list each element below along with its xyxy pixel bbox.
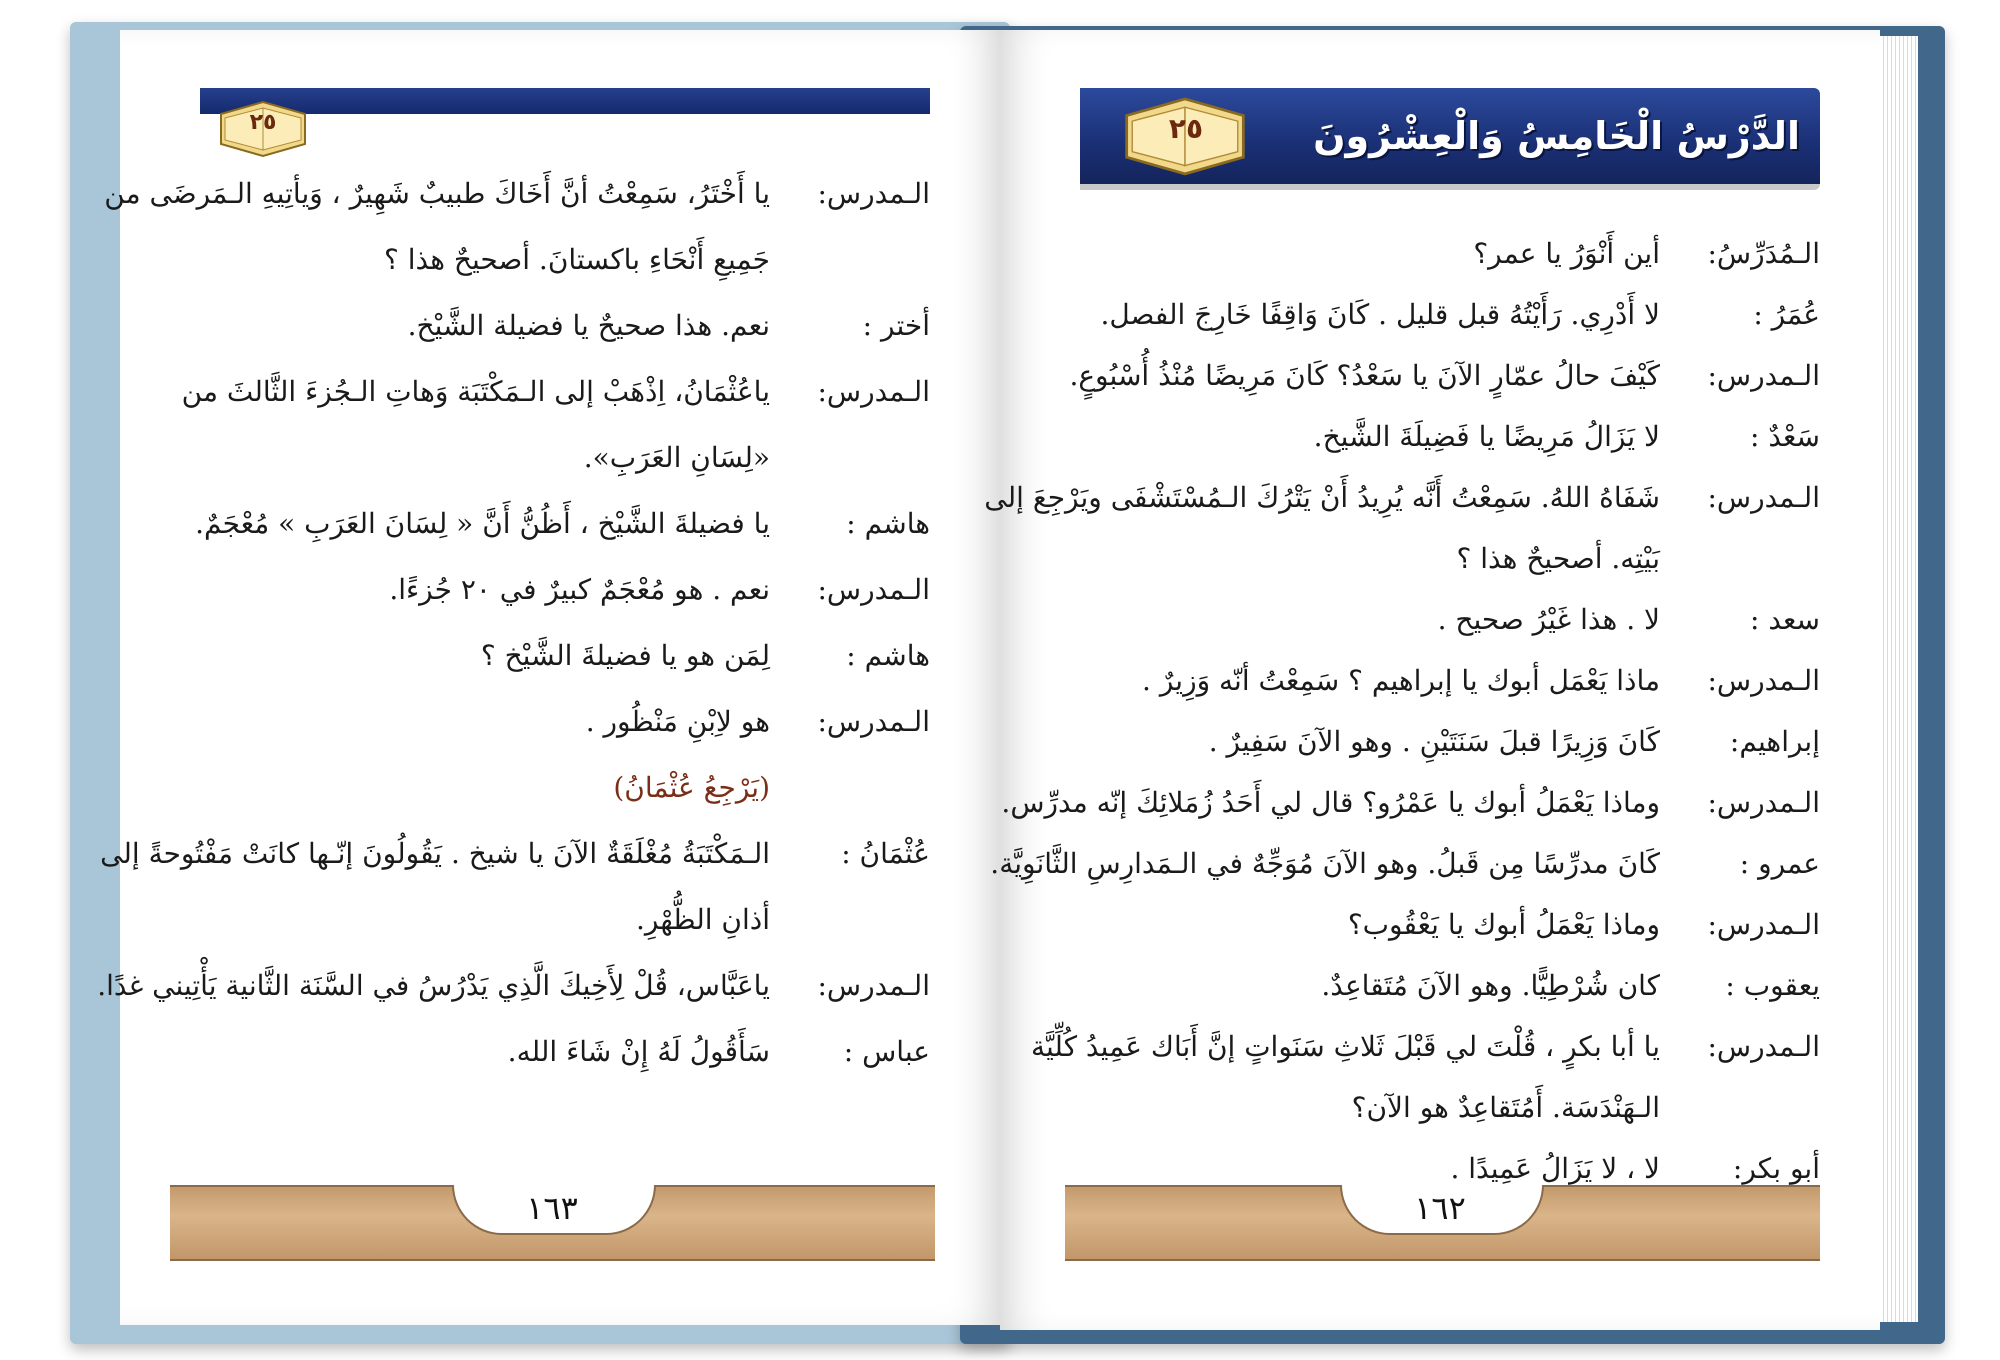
lesson-title: الدَّرْسُ الْخَامِسُ وَالْعِشْرُونَ — [1313, 114, 1800, 158]
dialogue-text: أين أَنْوَرُ يا عمر؟ — [1473, 237, 1660, 270]
dialogue-line — [1348, 901, 1820, 949]
dialogue-line — [1314, 413, 1820, 461]
dialogue-line — [1001, 779, 1820, 827]
dialogue-text: يا فضيلةَ الشَّيْخ ، أَظُنُّ أَنَّ « لِسَانَ العَرَبِ » مُعْجَمٌ. — [195, 507, 770, 540]
dialogue-text: نعم . هو مُعْجَمٌ كبيرٌ في ٢٠ جُزءًا. — [389, 573, 770, 606]
dialogue-line — [481, 632, 930, 680]
speaker-label: الـمدرس: — [1707, 481, 1820, 514]
dialogue-text: لِمَن هو يا فضيلةَ الشَّيْخ ؟ — [480, 639, 770, 672]
dialogue-line — [182, 368, 930, 416]
dialogue-text: كَانَ وَزِيرًا قبلَ سَنَتَيْنِ . وهو الآنَ سَفِيرٌ . — [1208, 725, 1660, 758]
dialogue-line — [1100, 291, 1820, 339]
dialogue-line — [408, 302, 930, 350]
stage-direction: (يَرْجِعُ عُثْمَانُ) — [613, 771, 770, 804]
dialogue-text: «لِسَانِ العَرَبِ». — [583, 441, 770, 474]
speaker-label: الـمدرس: — [817, 375, 930, 408]
dialogue-text: ماذا يَعْمَل أبوك يا إبراهيم ؟ سَمِعْتُ أنّه وَزِيرٌ . — [1142, 664, 1660, 697]
dialogue-text: سَأَقُولُ لَهُ إِنْ شَاءَ الله. — [507, 1035, 770, 1068]
speaker-label: إبراهيم: — [1729, 725, 1820, 758]
dialogue-line — [584, 434, 930, 482]
left-footer — [170, 1185, 935, 1261]
dialogue-text: شَفَاهُ اللهُ. سَمِعْتُ أَنَّه يُرِيدُ أَنْ يَتْرُكَ الـمُسْتَشْفَى ويَرْجِعَ إلى — [984, 481, 1660, 514]
dialogue-text: لا ، لا يَزَالُ عَمِيدًا . — [1450, 1152, 1660, 1185]
dialogue-line — [1438, 596, 1820, 644]
speaker-label: الـمدرس: — [1707, 1030, 1820, 1063]
dialogue-text: كان شُرْطِيًّا. وهو الآنَ مُتَقاعِدٌ. — [1321, 969, 1660, 1002]
page-number: ١٦٣ — [526, 1189, 578, 1227]
lesson-badge: ٢٥ — [249, 110, 277, 135]
page-number: ١٦٢ — [1414, 1189, 1466, 1227]
right-page — [984, 30, 1880, 1330]
dialogue-line — [984, 474, 1820, 522]
dialogue-text: ياعَبَّاس، قُلْ لِأَخِيكَ الَّذِي يَدْرُسُ في السَّنَة الثَّانية يَأْتِيني غدًا. — [97, 969, 770, 1002]
speaker-label: الـمُدَرِّسُ: — [1707, 237, 1820, 270]
dialogue-line — [636, 896, 930, 944]
dialogue-text: يا أَخْتَرُ، سَمِعْتُ أنَّ أَخَاكَ طبيبٌ شَهِيرٌ ، وَيأتِيهِ الـمَرضَى من — [104, 177, 770, 210]
dialogue-line — [586, 698, 930, 746]
page-edges — [1880, 36, 1918, 1322]
dialogue-line — [389, 566, 930, 614]
speaker-label: هاشم : — [846, 507, 930, 540]
dialogue-text: أذانِ الظُّهْرِ. — [635, 903, 770, 936]
speaker-label: هاشم : — [846, 639, 930, 672]
speaker-label: الـمدرس: — [1707, 908, 1820, 941]
speaker-label: سَعْدٌ : — [1750, 420, 1820, 453]
dialogue-text: نعم. هذا صحيحٌ يا فضيلة الشَّيْخ. — [407, 309, 770, 342]
speaker-label: الـمدرس: — [817, 177, 930, 210]
speaker-label: سعد : — [1750, 603, 1820, 636]
dialogue-text: لا يَزَالُ مَرِيضًا يا فَضِيلَةَ الشَّيخ. — [1313, 420, 1660, 453]
dialogue-line — [97, 962, 930, 1010]
dialogue-line — [1321, 962, 1820, 1010]
dialogue-line — [1352, 1084, 1820, 1132]
dialogue-line — [1209, 718, 1820, 766]
dialogue-line — [104, 170, 930, 218]
dialogue-text: الـمَكْتَبَةُ مُغْلَقَةٌ الآنَ يا شيخ . يَقُولُونَ إنّـها كانَتْ مَفْتُوحةً إلى — [100, 837, 770, 870]
speaker-label: أختر : — [862, 309, 930, 342]
dialogue-line — [990, 840, 1820, 888]
lesson-badge: ٢٥ — [1168, 112, 1204, 145]
dialogue-line — [100, 830, 930, 878]
speaker-label: عُثْمَانُ : — [841, 837, 930, 870]
dialogue-text: ياعُثْمَانُ، اِذْهَبْ إلى الـمَكْتَبَة وَهاتِ الـجُزءَ الثَّالثَ من — [181, 375, 770, 408]
dialogue-line — [1456, 535, 1820, 583]
speaker-label: الـمدرس: — [817, 969, 930, 1002]
dialogue-line — [508, 1028, 930, 1076]
dialogue-text: لا . هذا غَيْرُ صحيح . — [1437, 603, 1660, 636]
right-footer — [1065, 1185, 1820, 1261]
dialogue-text: بَيْتِه. أصحيحٌ هذا ؟ — [1456, 542, 1660, 575]
dialogue-text: الـهَنْدَسَة. أَمُتَقاعِدٌ هو الآن؟ — [1351, 1091, 1660, 1124]
dialogue-text: وماذا يَعْمَلُ أبوك يا يَعْقُوب؟ — [1347, 908, 1660, 941]
speaker-label: عباس : — [843, 1035, 930, 1068]
speaker-label: الـمدرس: — [817, 705, 930, 738]
left-page — [97, 30, 1000, 1325]
dialogue-text: وماذا يَعْمَلُ أبوك يا عَمْرُو؟ قال لي أَحَدُ زُمَلائِكَ إنّه مدرِّس. — [1001, 786, 1660, 819]
dialogue-line — [195, 500, 930, 548]
speaker-label: أبو بكر: — [1732, 1152, 1820, 1185]
speaker-label: الـمدرس: — [1707, 664, 1820, 697]
dialogue-line — [1473, 230, 1820, 278]
dialogue-text: لا أَدْرِي. رَأَيْتُهُ قبل قليل . كَانَ وَاقِفًا خَارِجَ الفصل. — [1100, 298, 1660, 331]
speaker-label: يعقوب : — [1725, 969, 1820, 1002]
speaker-label: الـمدرس: — [817, 573, 930, 606]
speaker-label: الـمدرس: — [1707, 359, 1820, 392]
dialogue-line — [1031, 1023, 1820, 1071]
dialogue-line — [1142, 657, 1820, 705]
dialogue-text: هو لاِبْنِ مَنْظُور . — [585, 705, 770, 738]
dialogue-text: يا أبا بكرٍ ، قُلْتَ لي قَبْلَ ثَلاثِ سَنَواتٍ إنَّ أَبَاك عَمِيدُ كُلِّيَّة — [1030, 1030, 1660, 1063]
speaker-label: الـمدرس: — [1707, 786, 1820, 819]
dialogue-text: كَيْفَ حالُ عمّارٍ الآنَ يا سَعْدُ؟ كَانَ مَرِيضًا مُنْذُ أُسْبُوعٍ. — [1069, 359, 1660, 392]
dialogue-line — [384, 236, 930, 284]
dialogue-text: كَانَ مدرِّسًا مِن قَبلُ. وهو الآنَ مُوَجِّهٌ في الـمَدارِسِ الثَّانَوِيَّة. — [990, 847, 1660, 880]
speaker-label: عُمَرُ : — [1753, 298, 1820, 331]
dialogue-line — [613, 764, 930, 812]
dialogue-text: جَمِيعِ أَنْحَاءِ باكستانَ. أصحيحٌ هذا ؟ — [383, 243, 770, 276]
dialogue-line — [1069, 352, 1820, 400]
speaker-label: عمرو : — [1739, 847, 1820, 880]
